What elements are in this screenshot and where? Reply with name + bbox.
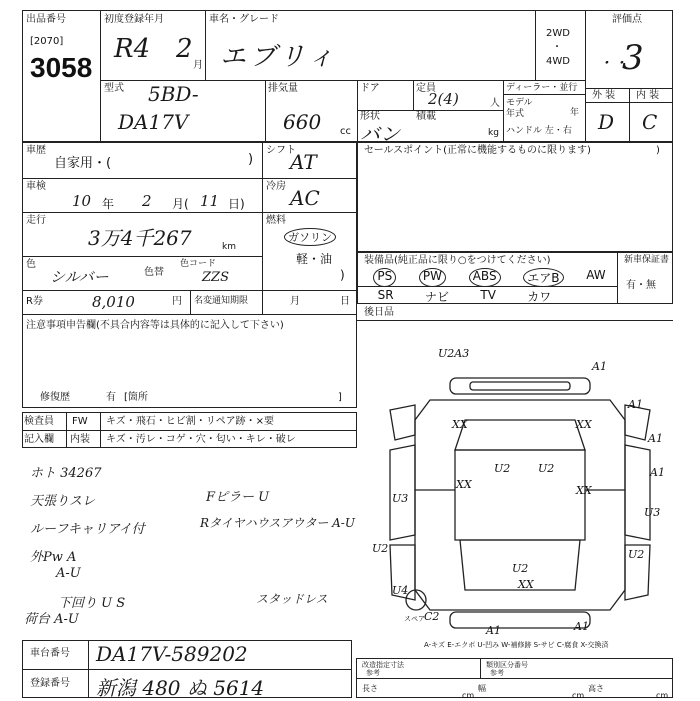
notes-label: 注意事項申告欄(不具合内容等は具体的に記入して下さい) (26, 320, 284, 331)
equip-navi: ナビ (425, 290, 450, 304)
equip-airbag: エアB (523, 268, 563, 287)
damage-mark: XX (518, 578, 534, 591)
divider (205, 10, 206, 80)
divider (357, 320, 673, 321)
inspector-row-2: キズ・汚レ・コゲ・穴・匂い・キレ・破レ (106, 434, 296, 445)
remark-line: ルーフキャリアイ付 (30, 522, 145, 537)
transfer-month: 月 (290, 296, 300, 307)
equipment-label: 装備品(純正品に限り○をつけてください) (364, 255, 551, 266)
size-label-1: 改造指定寸法 (362, 661, 404, 669)
cc-unit: cc (340, 126, 351, 137)
inspection-month: 2 (142, 192, 152, 210)
color-value: シルバー (50, 268, 109, 286)
size-label-2: 類別区分番号 (486, 661, 528, 669)
divider (66, 412, 67, 448)
damage-legend: A-キズ E-エクボ U-凹み W-補修跡 S-サビ C-腐食 X-交換済 (424, 641, 609, 649)
later-label: 後日品 (364, 307, 394, 318)
chassis-label: 車台番号 (30, 648, 70, 659)
warranty-label: 新車保証書 (624, 255, 670, 265)
drive-4wd: 4WD (546, 56, 570, 67)
ref-1: 参考 (366, 669, 380, 677)
damage-mark: U2 (372, 542, 389, 555)
divider (480, 658, 481, 678)
car-name: エブリィ (220, 42, 338, 72)
reg-era-year: R4 (114, 34, 151, 64)
model-year-label: モデル年式 (506, 98, 533, 119)
lot-no: 3058 (30, 52, 93, 83)
divider (22, 212, 357, 213)
body-value: バン (360, 122, 400, 146)
divider (413, 80, 414, 110)
capacity-unit: 人 (490, 98, 500, 109)
divider (22, 430, 357, 431)
inspection-day: 11 (200, 192, 220, 210)
ac-value: AC (290, 186, 320, 210)
recycle-label: R券 (26, 296, 43, 307)
mileage-unit: km (222, 242, 236, 252)
color-label: 色 (26, 259, 36, 270)
exterior-label: 外 装 (592, 90, 616, 101)
inspection-year: 10 (72, 192, 92, 210)
color-code-label: 色コード (180, 259, 217, 269)
sales-close: ) (656, 145, 660, 156)
inspection-label: 車検 (26, 181, 46, 192)
recycle-unit: 円 (172, 296, 182, 307)
drive-2wd: 2WD (546, 28, 570, 39)
inspector-label-2: 記入欄 (24, 434, 54, 445)
equip-ps: PS (373, 268, 396, 287)
reg-month-unit: 月 (193, 60, 203, 71)
remark-line: ホト 34267 (30, 466, 102, 481)
height-label: 高さ (588, 684, 604, 693)
inspection-day-unit: 日) (228, 197, 245, 211)
inspector-naiso: 内装 (70, 434, 90, 445)
damage-mark: A1 (574, 620, 589, 633)
remark-line: 荷台 A-U (24, 612, 79, 627)
usage-close: ) (248, 152, 254, 167)
doors-label: ドア (360, 83, 380, 94)
displacement-value: 660 (283, 110, 322, 134)
capacity-label: 定員 (416, 83, 436, 94)
divider (503, 94, 585, 95)
plate-value: 新潟 480 ぬ 5614 (96, 676, 265, 700)
damage-mark: A1 (592, 360, 607, 373)
exterior-grade: D (598, 110, 615, 134)
transfer-day: 日 (340, 296, 350, 307)
width-label: 幅 (478, 684, 486, 693)
repair-label: 修復歴 (40, 392, 70, 403)
warranty-value: 有・無 (626, 280, 656, 291)
score-label: 評価点 (612, 14, 642, 25)
sales-label: セールスポイント(正常に機能するものに限ります) (364, 145, 591, 156)
divider (262, 142, 263, 314)
remark-line: スタッドレス (256, 592, 328, 606)
divider (88, 640, 89, 698)
divider (535, 10, 536, 80)
equip-pw: PW (419, 268, 446, 287)
model-line1: 5BD- (148, 82, 199, 106)
transfer-label: 名変通知期限 (194, 296, 249, 306)
reg-year-label: 初度登録年月 (104, 14, 164, 25)
remark-line: 天張りスレ (30, 494, 96, 509)
damage-mark: U3 (392, 492, 409, 505)
divider (190, 290, 191, 314)
shift-label: シフト (266, 145, 296, 156)
score-dots: ・・ (598, 54, 629, 72)
damage-mark: A1 (648, 432, 663, 445)
car-name-label: 車名・グレード (209, 14, 279, 25)
fuel-label: 燃料 (266, 215, 286, 226)
damage-mark: U3 (644, 506, 661, 519)
damage-mark: A1 (650, 466, 665, 479)
divider (22, 314, 357, 315)
damage-mark: XX (576, 484, 592, 497)
equip-abs: ABS (469, 268, 501, 287)
reg-month: 2 (176, 34, 193, 64)
cm-unit: cm (572, 691, 585, 700)
inspector-row-1: キズ・飛石・ヒビ割・リペア跡・×要 (106, 416, 274, 427)
remark-line: A-U (56, 566, 81, 581)
equip-sr: SR (377, 288, 394, 302)
drive-dot: ・ (552, 42, 562, 53)
load-label: 積載 (416, 111, 436, 122)
damage-mark: XX (452, 418, 468, 431)
divider (100, 80, 585, 81)
fuel-diesel: 軽・油 (296, 252, 333, 266)
body-label: 形状 (360, 111, 380, 122)
damage-mark: U2 (494, 462, 511, 475)
equipment-row-2 (362, 288, 567, 305)
divider (585, 10, 586, 142)
damage-mark: U2A3 (438, 347, 470, 360)
plate-label: 登録番号 (30, 678, 70, 689)
damage-mark: A1 (486, 624, 501, 637)
chassis-value: DA17V-589202 (96, 642, 248, 666)
divider (100, 412, 101, 448)
inspector-label-1: 検査員 (24, 416, 54, 427)
remark-line: Rタイヤハウスアウター A-U (200, 516, 355, 530)
mileage-label: 走行 (26, 215, 46, 226)
divider (100, 10, 101, 142)
damage-mark: A1 (628, 398, 643, 411)
divider (617, 252, 618, 304)
inspector-fw: FW (72, 416, 88, 427)
damage-mark: U2 (512, 562, 529, 575)
remark-line: 外Pw A (30, 550, 77, 565)
fuel-close: ) (340, 268, 345, 282)
remark-line: Fピラー U (206, 490, 270, 505)
ref-2: 参考 (490, 669, 504, 677)
inspection-year-unit: 年 (102, 197, 115, 211)
damage-mark: U2 (538, 462, 555, 475)
capacity-value: 2(4) (428, 90, 459, 108)
lot-sub: [2070] (30, 36, 64, 47)
repair-value: 有 (106, 392, 116, 403)
divider (357, 80, 358, 142)
spare-label: スペア (404, 615, 425, 623)
damage-mark: C2 (424, 610, 440, 623)
length-label: 長さ (362, 684, 378, 693)
mileage-value: 3万4千267 (88, 226, 192, 250)
equip-tv: TV (480, 288, 496, 302)
divider (265, 80, 266, 142)
damage-mark: U2 (628, 548, 645, 561)
lot-no-label: 出品番号 (26, 14, 66, 25)
divider (22, 178, 357, 179)
dealer-label: ディーラー・並行 (506, 83, 578, 93)
model-line2: DA17V (118, 110, 189, 134)
fuel-gasoline: ガソリン (284, 228, 336, 246)
interior-label: 内 装 (636, 90, 660, 101)
color-code: ZZS (202, 270, 229, 285)
damage-mark: U4 (392, 584, 409, 597)
usage-label: 車歴 (26, 145, 46, 156)
remark-line: 下回り U S (58, 596, 126, 611)
equip-leather: カワ (527, 290, 552, 304)
divider (503, 80, 504, 142)
divider (585, 102, 673, 103)
cm-unit: cm (656, 691, 669, 700)
sales-point-block (357, 142, 673, 252)
equipment-row-1 (362, 268, 617, 287)
cm-unit: cm (462, 691, 475, 700)
color-change-label: 色替 (144, 267, 164, 278)
inspection-month-unit: 月( (172, 197, 189, 211)
shift-value: AT (290, 150, 317, 174)
displacement-label: 排気量 (268, 83, 298, 94)
damage-mark: XX (456, 478, 472, 491)
divider (22, 669, 352, 670)
divider (629, 88, 630, 142)
interior-grade: C (642, 110, 658, 134)
ac-label: 冷房 (266, 181, 286, 192)
kg-unit: kg (488, 128, 499, 138)
year-unit: 年 (570, 108, 580, 118)
handle-label: ハンドル 左・右 (506, 126, 572, 136)
score-value: 3 (622, 38, 644, 78)
damage-mark: XX (576, 418, 592, 431)
repair-close: ] (338, 392, 342, 403)
divider (356, 678, 673, 679)
equip-aw: AW (586, 268, 606, 282)
repair-bracket: [箇所 (124, 392, 148, 403)
divider (22, 256, 262, 257)
model-label: 型式 (104, 83, 124, 94)
car-damage-diagram (370, 340, 690, 650)
usage-value: 自家用・( (54, 156, 112, 171)
recycle-value: 8,010 (92, 293, 135, 311)
